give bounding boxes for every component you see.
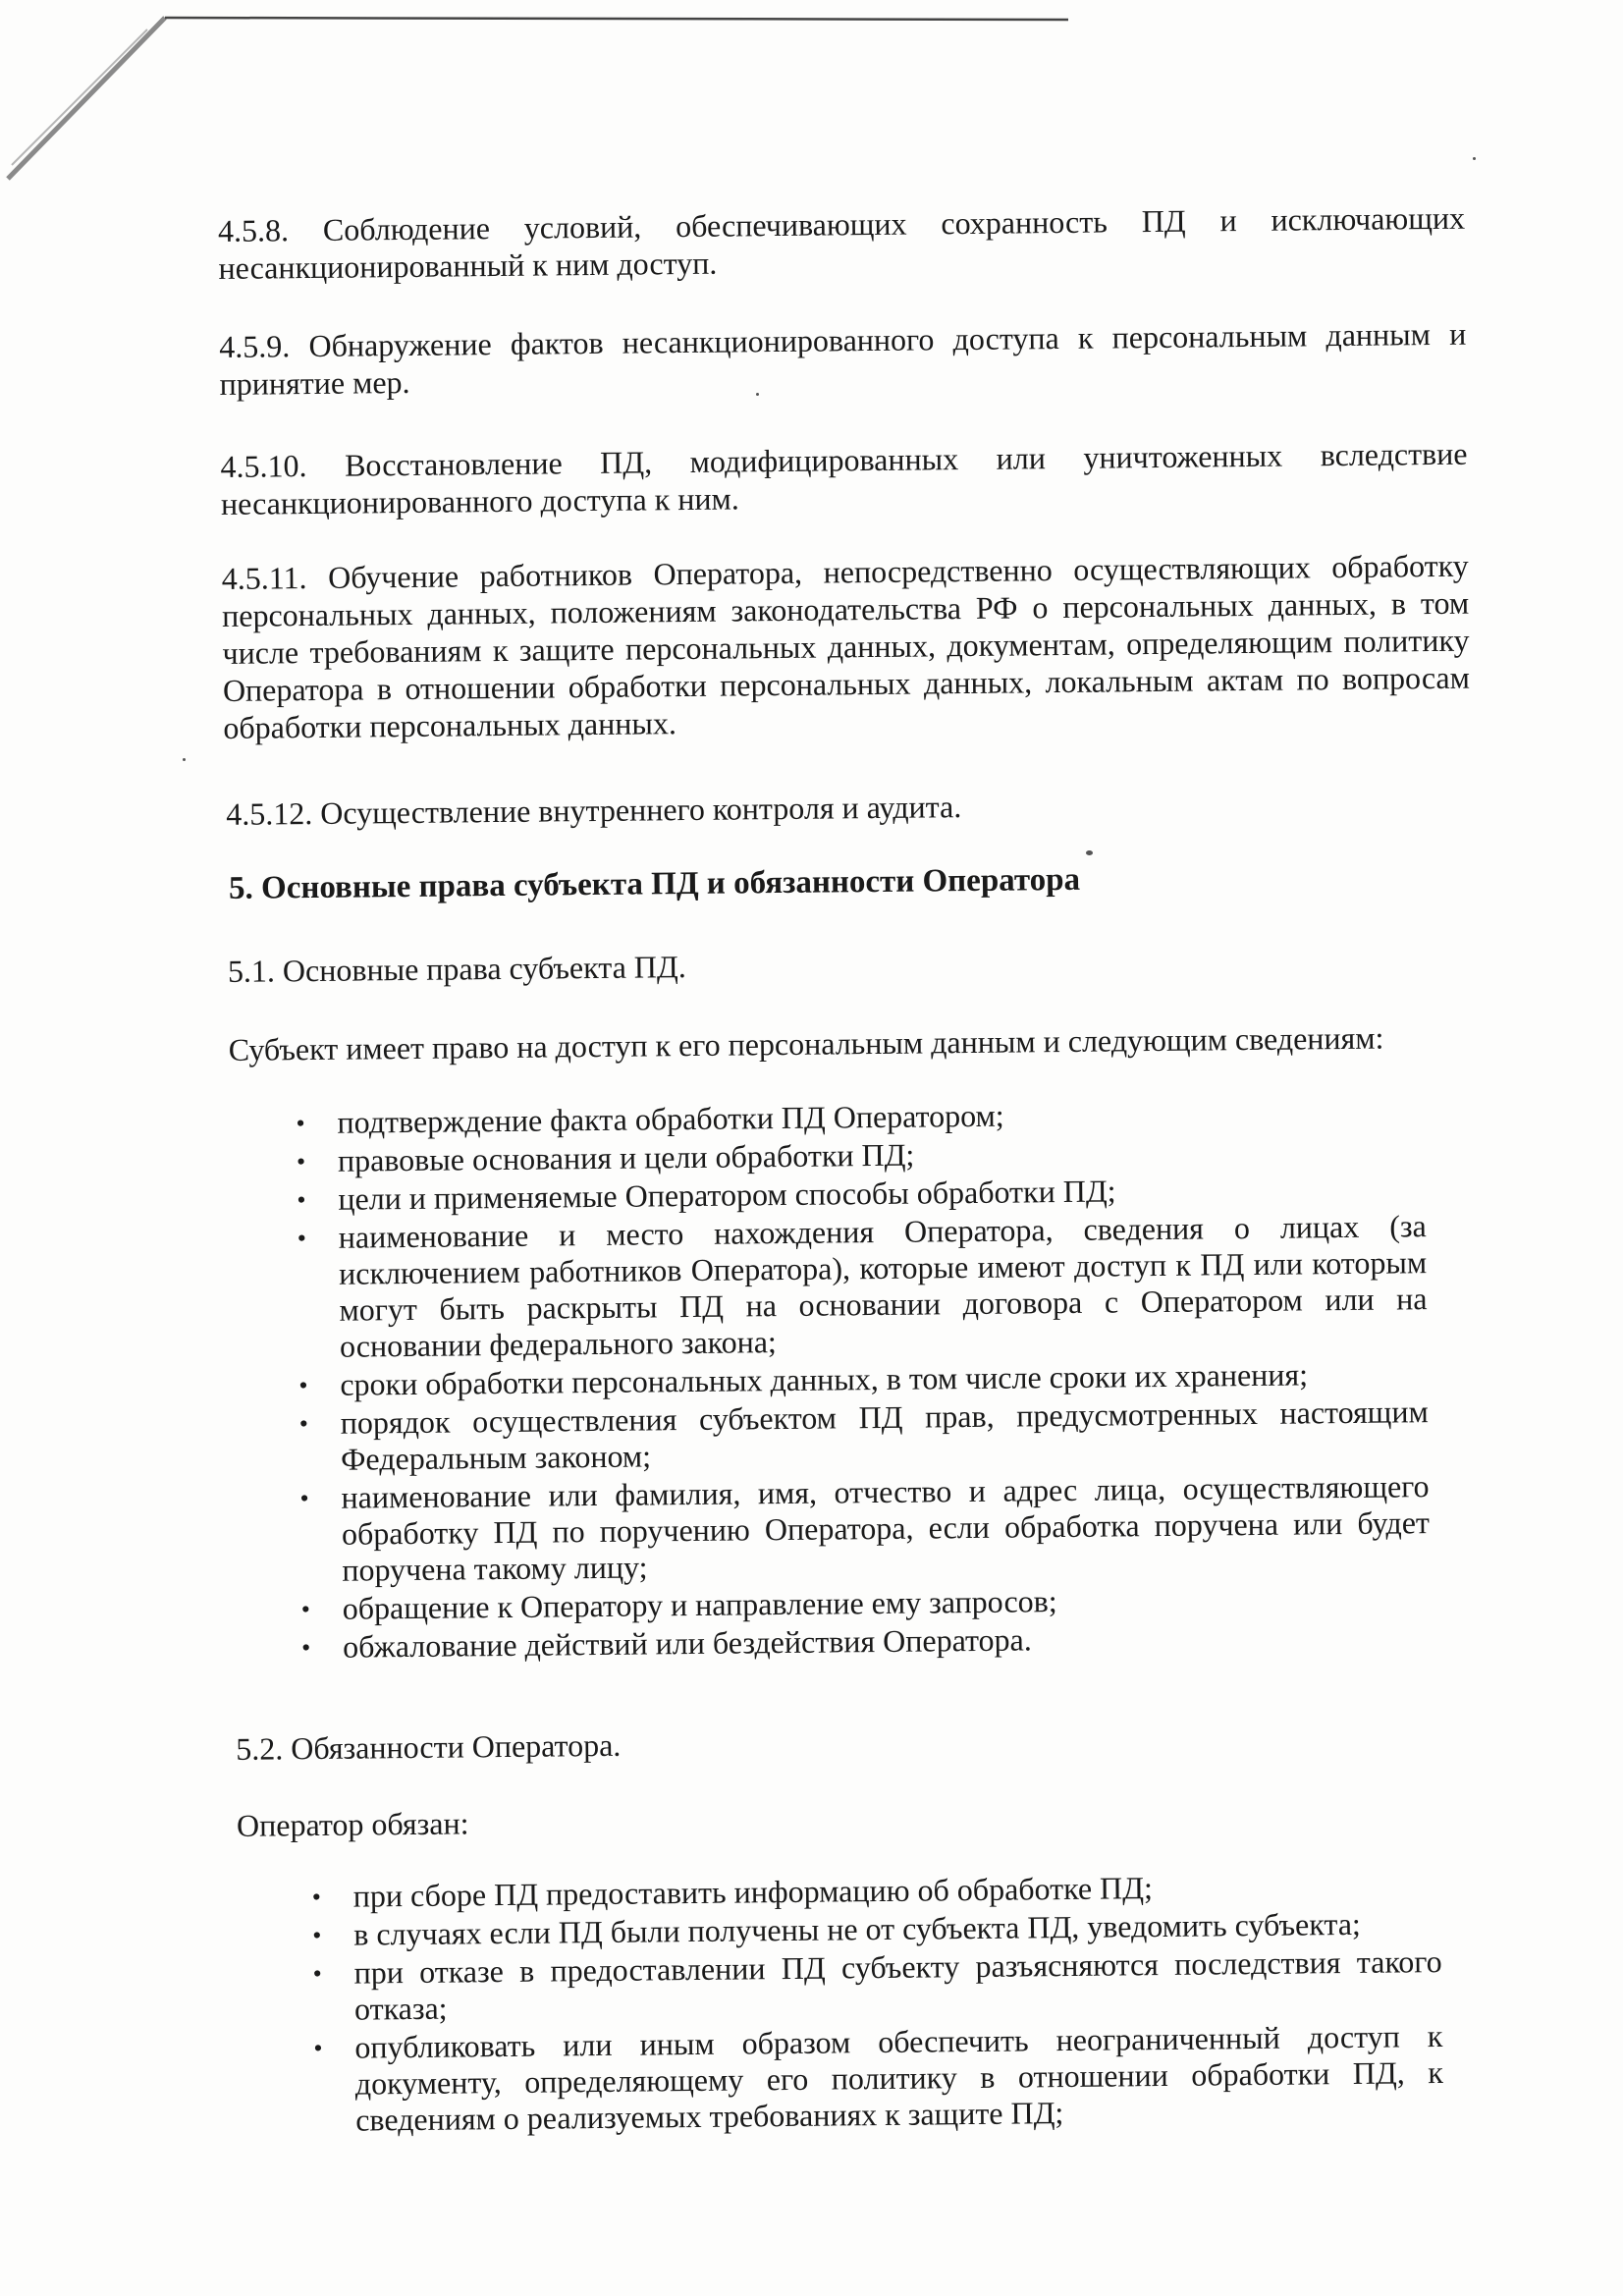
bullet-icon: • (296, 1109, 305, 1138)
folded-corner-artifact (0, 0, 177, 196)
subsection-5-1-title: 5.1. Основные права субъекта ПД. (227, 949, 686, 989)
bullet-icon: • (297, 1224, 307, 1253)
list-item: • правовые основания и цели обработки ПД; (296, 1136, 915, 1178)
bullet-icon: • (298, 1371, 308, 1400)
list-item: • подтверждение факта обработки ПД Оператором; (296, 1097, 1004, 1140)
bullet-icon: • (300, 1595, 311, 1624)
bullet-icon: • (298, 1409, 309, 1439)
list-item: • сроки обработки персональных данных, в том числе сроки их хранения; (298, 1356, 1309, 1402)
paragraph-4-5-9: 4.5.9. Обнаружение фактов несанкционированного доступа к персональным данным и принятие мер. (219, 315, 1467, 402)
scan-speck (756, 393, 759, 396)
rights-list (296, 1093, 1431, 1667)
duties-list (312, 1867, 1444, 2141)
list-item: • наименование и место нахождения Оператора, сведения о лицах (за исключением работников Оператора), которые имеют доступ к ПД или которым могут быть раскрыты ПД на основании договора с Оператором или на основании федерального закона; (297, 1208, 1428, 1364)
bullet-icon: • (311, 1882, 322, 1912)
scan-speck (1086, 850, 1093, 855)
list-item: • наименование или фамилия, имя, отчество и адрес лица, осуществляющего обработку ПД по поручению Оператора, если обработка поручена или будет поручена такому лицу; (299, 1468, 1431, 1588)
paragraph-4-5-8: 4.5.8. Соблюдение условий, обеспечивающих сохранность ПД и исключающих несанкционированный к ним доступ. (217, 199, 1466, 286)
scan-speck (183, 758, 186, 761)
bullet-icon: • (299, 1484, 309, 1513)
bullet-icon: • (313, 2033, 323, 2063)
list-item: • порядок осуществления субъектом ПД прав, предусмотренных настоящим Федеральным законом; (298, 1394, 1429, 1477)
subsection-5-1-intro: Субъект имеет право на доступ к его персональным данным и следующим сведениям: (228, 1019, 1384, 1067)
list-item: • при отказе в предоставлении ПД субъекту разъясняются последствия такого отказа; (312, 1943, 1442, 2027)
page-top-edge-artifact (165, 16, 1068, 22)
list-item: • в случаях если ПД были получены не от субъекта ПД, уведомить субъекта; (312, 1905, 1361, 1952)
paragraph-4-5-10: 4.5.10. Восстановление ПД, модифицированных или уничтоженных вследствие несанкционированного доступа к ним. (220, 435, 1468, 521)
paragraph-4-5-12: 4.5.12. Осуществление внутреннего контроля и аудита. (226, 789, 962, 832)
list-item: • при сборе ПД предоставить информацию об обработке ПД; (311, 1870, 1154, 1914)
scan-speck (1473, 157, 1476, 160)
list-item: • обжалование действий или бездействия Оператора. (301, 1621, 1032, 1665)
paragraph-4-5-11: 4.5.11. Обучение работников Оператора, непосредственно осуществляющих обработку персональных данных, положениям законодательства РФ о персональных данных, в том числе требованиям к защите персональных данных, документам, определяющим политику Оператора в отношении обработки персональных данных, локальным актам по вопросам обработки персональных данных. (221, 547, 1471, 745)
bullet-icon: • (312, 1958, 322, 1989)
bullet-icon: • (301, 1633, 311, 1663)
bullet-icon: • (312, 1920, 322, 1950)
list-item: • обращение к Оператору и направление ему запросов; (300, 1583, 1057, 1626)
bullet-icon: • (296, 1147, 306, 1176)
subsection-5-2-title: 5.2. Обязанности Оператора. (236, 1726, 622, 1767)
bullet-icon: • (297, 1185, 306, 1215)
section-5-heading: 5. Основные права субъекта ПД и обязанности Оператора (228, 861, 1081, 906)
list-item: • опубликовать или иным образом обеспечить неограниченный доступ к документу, определяющему его политику в отношении обработки ПД, к сведениям о реализуемых требованиях к защите ПД; (313, 2018, 1443, 2138)
list-item: • цели и применяемые Оператором способы обработки ПД; (297, 1173, 1116, 1217)
subsection-5-2-intro: Оператор обязан: (236, 1805, 469, 1843)
